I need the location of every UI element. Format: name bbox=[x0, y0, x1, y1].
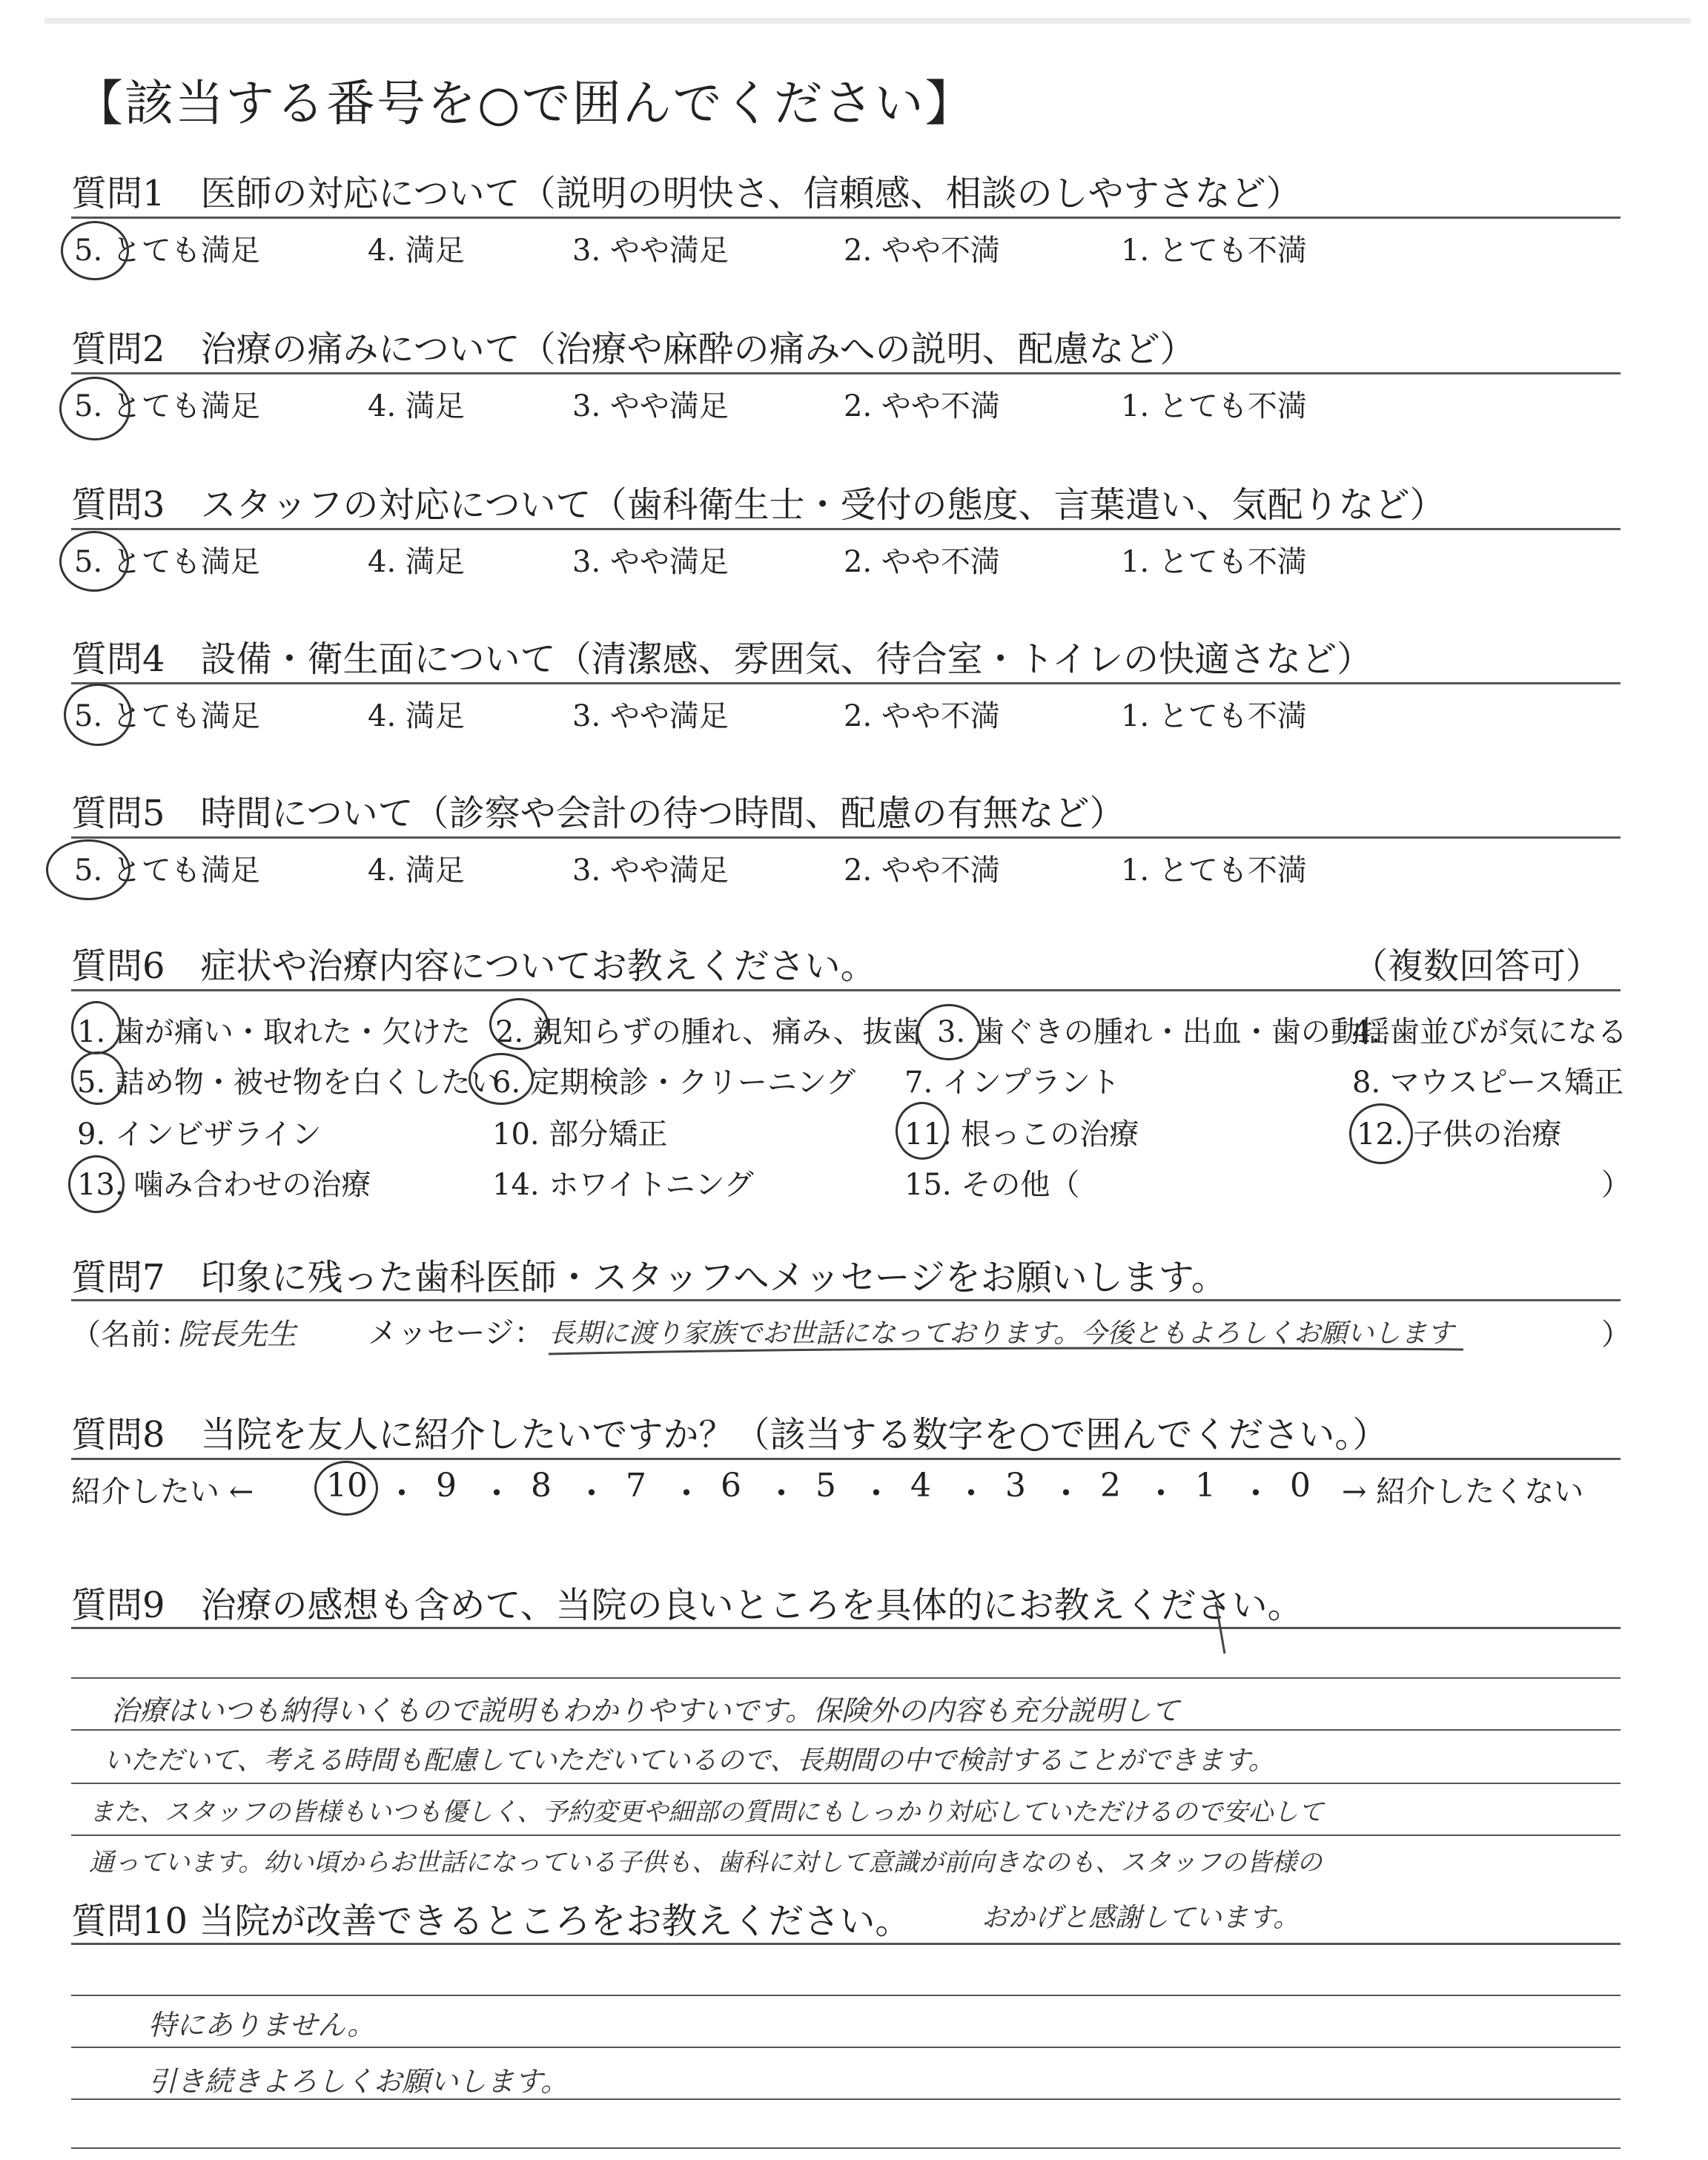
q3-option-1[interactable]: 1. とても不満 bbox=[1121, 545, 1307, 579]
q8-sep: ・ bbox=[575, 1475, 608, 1513]
q6-item-5[interactable]: 5. 詰め物・被せ物を白くしたい bbox=[77, 1066, 500, 1100]
q4-option-5[interactable]: 5. とても満足 bbox=[74, 699, 260, 733]
q7-close-paren: ） bbox=[1601, 1318, 1631, 1352]
q1-option-2[interactable]: 2. やや不満 bbox=[844, 234, 1000, 268]
q4-option-2[interactable]: 2. やや不満 bbox=[844, 699, 1000, 733]
question-8-title: 質問8 当院を友人に紹介したいですか？（該当する数字を○で囲んでください。） bbox=[71, 1414, 1388, 1456]
q6-item-15-other[interactable]: 15. その他（ bbox=[904, 1168, 1080, 1202]
q6-item-10[interactable]: 10. 部分矯正 bbox=[492, 1117, 668, 1152]
q6-item-4[interactable]: 4. 歯並びが気になる bbox=[1352, 1015, 1627, 1049]
q2-option-4[interactable]: 4. 満足 bbox=[368, 389, 465, 423]
q8-score-10[interactable]: 10 bbox=[326, 1467, 368, 1505]
q2-option-3[interactable]: 3. やや満足 bbox=[572, 389, 729, 423]
q8-score-7[interactable]: 7 bbox=[626, 1467, 646, 1505]
q9-answer-line-2[interactable]: いただいて、考える時間も配慮していただいているので、長期間の中で検討することができます。 bbox=[104, 1745, 1275, 1776]
question-6-note: （複数回答可） bbox=[1352, 945, 1602, 987]
q8-score-2[interactable]: 2 bbox=[1100, 1467, 1121, 1505]
q6-item-8[interactable]: 8. マウスピース矯正 bbox=[1352, 1066, 1624, 1100]
q8-sep: ・ bbox=[765, 1475, 798, 1513]
q8-score-3[interactable]: 3 bbox=[1005, 1467, 1026, 1505]
q5-option-1[interactable]: 1. とても不満 bbox=[1121, 853, 1307, 888]
q9-answer-line-1[interactable]: 治療はいつも納得いくもので説明もわかりやすいです。保険外の内容も充分説明して bbox=[111, 1694, 1179, 1727]
q4-option-1[interactable]: 1. とても不満 bbox=[1121, 699, 1307, 733]
q3-option-2[interactable]: 2. やや不満 bbox=[844, 545, 1000, 579]
q6-item-14[interactable]: 14. ホワイトニング bbox=[492, 1168, 754, 1202]
q7-message-label: メッセージ： bbox=[368, 1316, 544, 1350]
q8-sep: ・ bbox=[860, 1475, 893, 1513]
q2-option-2[interactable]: 2. やや不満 bbox=[844, 389, 1000, 423]
q8-score-5[interactable]: 5 bbox=[815, 1467, 836, 1505]
q8-score-8[interactable]: 8 bbox=[531, 1467, 552, 1505]
q3-option-4[interactable]: 4. 満足 bbox=[368, 545, 465, 579]
q8-score-6[interactable]: 6 bbox=[721, 1467, 741, 1505]
q2-option-1[interactable]: 1. とても不満 bbox=[1121, 389, 1307, 423]
q8-sep: ・ bbox=[480, 1475, 513, 1513]
q6-item-7[interactable]: 7. インプラント bbox=[904, 1066, 1120, 1100]
q7-message-value[interactable]: 長期に渡り家族でお世話になっております。今後ともよろしくお願いします bbox=[549, 1318, 1454, 1349]
q5-option-2[interactable]: 2. やや不満 bbox=[844, 853, 1000, 888]
form-title: 【該当する番号を○で囲んでください】 bbox=[74, 75, 976, 132]
q6-item-3[interactable]: 3. 歯ぐきの腫れ・出血・歯の動揺 bbox=[937, 1015, 1390, 1049]
question-4-title: 質問4 設備・衛生面について（清潔感、雰囲気、待合室・トイレの快適さなど） bbox=[71, 638, 1373, 680]
question-2-title: 質問2 治療の痛みについて（治療や麻酔の痛みへの説明、配慮など） bbox=[71, 328, 1196, 370]
q5-option-3[interactable]: 3. やや満足 bbox=[572, 853, 729, 888]
q10-answer-line-1[interactable]: 特にありません。 bbox=[148, 2009, 376, 2041]
q4-option-3[interactable]: 3. やや満足 bbox=[572, 699, 729, 733]
question-6-title: 質問6 症状や治療内容についてお教えください。 bbox=[71, 945, 876, 987]
q8-score-9[interactable]: 9 bbox=[436, 1467, 457, 1505]
q8-sep: ・ bbox=[385, 1475, 418, 1513]
question-3-title: 質問3 スタッフの対応について（歯科衛生士・受付の態度、言葉遣い、気配りなど） bbox=[71, 484, 1446, 526]
q1-option-5[interactable]: 5. とても満足 bbox=[74, 234, 260, 268]
q8-sep: ・ bbox=[1145, 1475, 1177, 1513]
q8-sep: ・ bbox=[1050, 1475, 1082, 1513]
q6-item-13[interactable]: 13. 噛み合わせの治療 bbox=[77, 1168, 371, 1202]
q1-option-3[interactable]: 3. やや満足 bbox=[572, 234, 729, 268]
q8-sep: ・ bbox=[670, 1475, 703, 1513]
q8-sep: ・ bbox=[1239, 1475, 1272, 1513]
q6-item-6[interactable]: 6. 定期検診・クリーニング bbox=[492, 1066, 856, 1100]
q6-item-1[interactable]: 1. 歯が痛い・取れた・欠けた bbox=[77, 1015, 471, 1049]
q6-item-2[interactable]: 2. 親知らずの腫れ、痛み、抜歯 bbox=[495, 1015, 922, 1049]
q8-right-label: → 紹介したくない bbox=[1342, 1475, 1584, 1509]
q8-score-4[interactable]: 4 bbox=[910, 1467, 931, 1505]
q6-item-15-close: ） bbox=[1601, 1168, 1631, 1202]
q1-option-4[interactable]: 4. 満足 bbox=[368, 234, 465, 268]
q7-name-label: （名前： bbox=[71, 1318, 190, 1352]
q6-item-11[interactable]: 11. 根っこの治療 bbox=[904, 1117, 1139, 1152]
q9-answer-line-4[interactable]: 通っています。幼い頃からお世話になっている子供も、歯科に対して意識が前向きなのも、スタッフの皆様の bbox=[89, 1848, 1323, 1877]
q8-score-0[interactable]: 0 bbox=[1290, 1467, 1311, 1505]
question-7-title: 質問7 印象に残った歯科医師・スタッフへメッセージをお願いします。 bbox=[71, 1257, 1227, 1298]
q10-answer-line-2[interactable]: 引き続きよろしくお願いします。 bbox=[148, 2065, 569, 2098]
q8-sep: ・ bbox=[955, 1475, 987, 1513]
q2-option-5[interactable]: 5. とても満足 bbox=[74, 389, 260, 423]
q8-left-label: 紹介したい ← bbox=[71, 1475, 254, 1509]
q1-option-1[interactable]: 1. とても不満 bbox=[1121, 234, 1307, 268]
q3-option-5[interactable]: 5. とても満足 bbox=[74, 545, 260, 579]
question-5-title: 質問5 時間について（診察や会計の待つ時間、配慮の有無など） bbox=[71, 793, 1125, 834]
q5-option-4[interactable]: 4. 満足 bbox=[368, 853, 465, 888]
q6-item-9[interactable]: 9. インビザライン bbox=[77, 1117, 322, 1152]
q9-answer-line-5[interactable]: おかげと感謝しています。 bbox=[982, 1903, 1300, 1933]
question-1-title: 質問1 医師の対応について（説明の明快さ、信頼感、相談のしやすさなど） bbox=[71, 173, 1302, 214]
q3-option-3[interactable]: 3. やや満足 bbox=[572, 545, 729, 579]
q8-score-1[interactable]: 1 bbox=[1195, 1467, 1216, 1505]
q7-name-value[interactable]: 院長先生 bbox=[178, 1318, 297, 1352]
question-10-title: 質問10 当院が改善できるところをお教えください。 bbox=[71, 1900, 911, 1942]
q6-item-12[interactable]: 12. 子供の治療 bbox=[1357, 1117, 1562, 1152]
q4-option-4[interactable]: 4. 満足 bbox=[368, 699, 465, 733]
question-9-title: 質問9 治療の感想も含めて、当院の良いところを具体的にお教えください。 bbox=[71, 1585, 1303, 1626]
q5-option-5[interactable]: 5. とても満足 bbox=[74, 853, 260, 888]
q9-answer-line-3[interactable]: また、スタッフの皆様もいつも優しく、予約変更や細部の質問にもしっかり対応していただけるので安心して bbox=[89, 1797, 1324, 1827]
